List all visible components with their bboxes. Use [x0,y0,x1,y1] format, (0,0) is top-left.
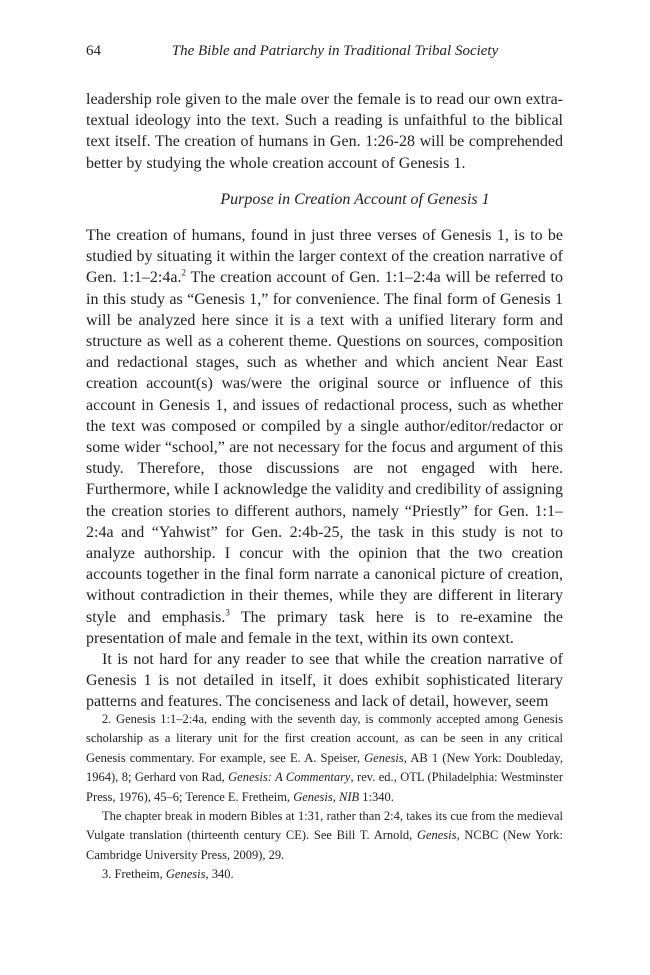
footnote-2-title: Genesis: A Commentary [228,770,351,785]
footnote-3-title: Genesis [165,867,206,882]
paragraph-1-part3: The primary task here is to re-examine the presentation of male and female in the text, within its own context. [86,608,564,647]
footnote-2-text: , [332,789,340,804]
paragraph-2: It is not hard for any reader to see that while the creation narrative of Genesis 1 is not detailed in itself, it does exhibit sophisticated literary patterns and features. The conciseness and lack of detail, however, seem [86,651,563,711]
footnote-ref-3: 3 [225,607,230,618]
footnote-2 [86,710,563,807]
paragraph-1 [86,225,563,649]
footnote-2-text: , AB 1 (New York: Doubleday, 1964), 8; Gerhard von Rad, [86,750,563,785]
intro-paragraph-text: leadership role given to the male over the female is to read our own extra-textual ideology into the text. Such a reading is unfaithful to the biblical text itself. The creation of humans in Gen. 1:26-28 will be comprehended better by studying the whole creation account of Genesis 1. [86,91,563,172]
intro-paragraph [86,89,563,174]
section-heading: Purpose in Creation Account of Genesis 1 [220,191,490,208]
footnote-3-text: 3. Fretheim, [102,867,166,882]
footnote-3-text: , 340. [205,867,234,882]
paragraph-1-part1: The creation of humans, found in just three verses of Genesis 1, is to be studied by situating it within the larger context of the creation narrative of Gen. 1:1–2:4a. [86,227,563,287]
footnote-2-title: NIB [339,789,360,804]
footnote-2-continued [86,807,563,865]
running-title: The Bible and Patriarchy in Traditional Tribal Society [171,43,499,59]
footnote-2-text: , rev. ed., OTL (Philadelphia: Westminster Press, 1976), 45–6; Terence E. Fretheim, [86,770,563,804]
paragraph-1-part2: The creation account of Gen. 1:1–2:4a will be referred to in this study as “Genesis 1,” for convenience. The final form of Genesis 1 will be analyzed here since it is a text with a unified literary form and structure as well as a coherent theme. Questions on sources, composition and redactional stages, such as whether and which ancient Near East creation account(s) was/were the original source or influence of this account in Genesis 1, and issues of redactional process, such as whether the text was composed or compiled by a single author/editor/redactor or some wider “school,” are not necessary for the focus and argument of this study. Therefore, those discussions are not engaged with here. Furthermore, while I acknowledge the validity and credibility of assigning the creation stories to different authors, namely “Priestly” for Gen. 1:1–2:4a and “Yahwist” for Gen. 2:4b-25, the task in this study is not to analyze authorship. I concur with the opinion that the two creation accounts together in the final form narrate a canonical picture of creation, without contradiction in their themes, while they are different in literary style and emphasis. [86,269,563,626]
footnote-3 [86,865,563,884]
footnote-2-title: Genesis [293,789,333,804]
footnote-ref-2: 2 [181,268,186,279]
footnote-2-title: Genesis [364,750,404,765]
footnotes [86,710,563,885]
page-number: 64 [86,43,101,59]
footnote-2-continued-text: , NCBC (New York: Cambridge University Press, 2009), 29. [86,828,563,862]
footnote-2-continued-title: Genesis [416,828,457,843]
main-body [86,225,563,713]
footnote-2-continued-text: The chapter break in modern Bibles at 1:31, rather than 2:4, takes its cue from the medieval Vulgate translation (thirteenth century CE). See Bill T. Arnold, [86,809,563,843]
footnote-2-text: 1:340. [359,789,394,804]
footnote-2-text: 2. Genesis 1:1–2:4a, ending with the seventh day, is commonly accepted among Genesis scholarship as a literary unit for the first creation account, as can be seen in any critical Genesis commentary. For example, see E. A. Speiser, [86,712,563,765]
